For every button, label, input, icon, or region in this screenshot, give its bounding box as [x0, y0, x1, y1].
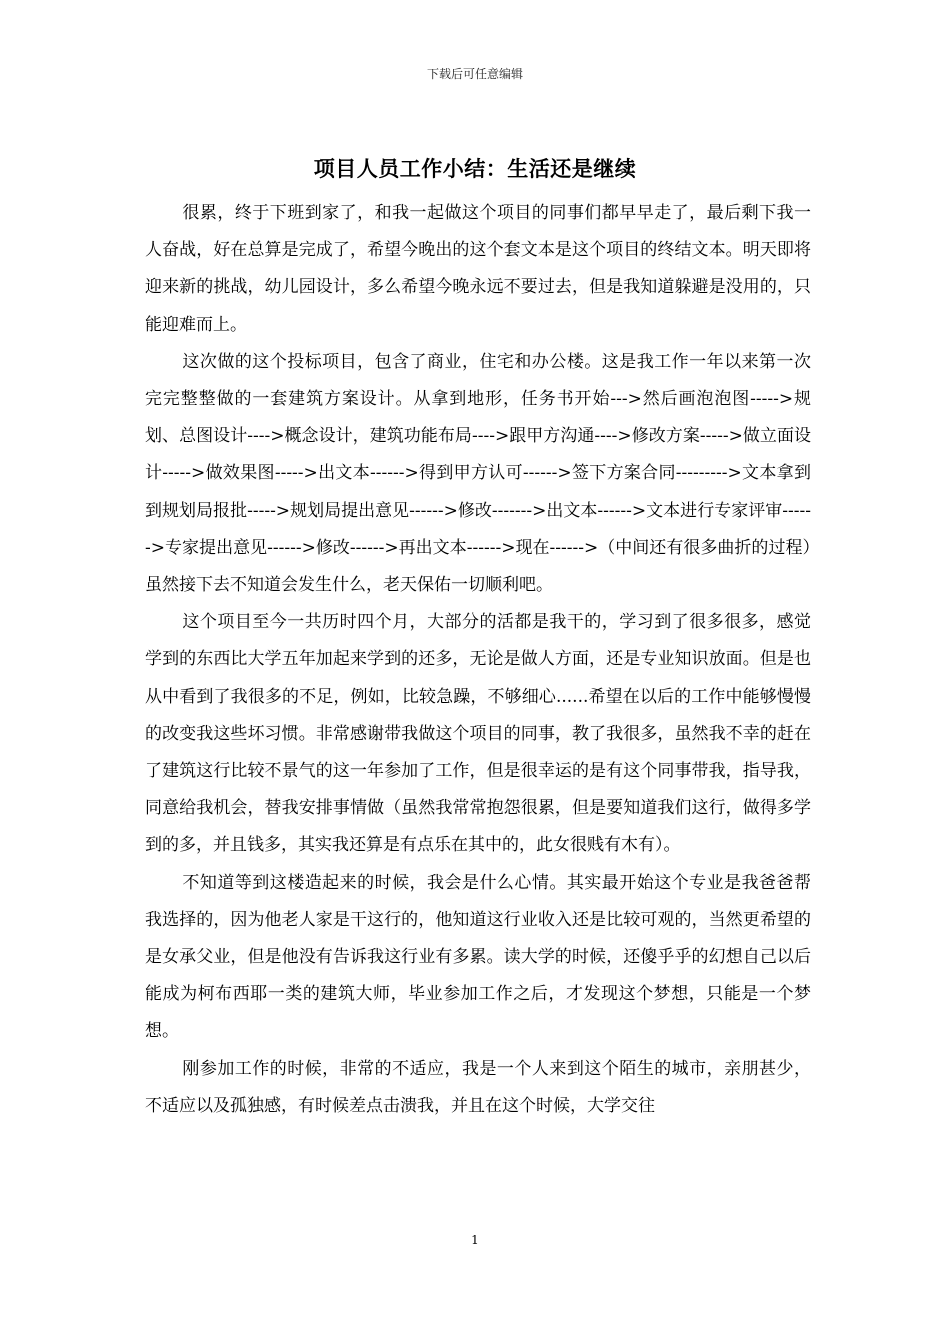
- paragraph-1: 很累，终于下班到家了，和我一起做这个项目的同事们都早早走了，最后剩下我一人奋战，好在总算是完成了，希望今晚出的这个套文本是这个项目的终结文本。明天即将迎来新的挑战，幼儿园设计，多么希望今晚永远不要过去，但是我知道躲避是没用的，只能迎难而上。: [145, 203, 811, 335]
- document-title: 项目人员工作小结：生活还是继续: [313, 156, 637, 181]
- paragraph-5: 刚参加工作的时候，非常的不适应，我是一个人来到这个陌生的城市，亲朋甚少，不适应以及孤独感，有时候差点击溃我，并且在这个时候，大学交往: [145, 1058, 811, 1116]
- document-body: [145, 195, 811, 1125]
- page-header-note: 下载后可任意编辑: [426, 67, 523, 81]
- paragraph-4: 不知道等到这楼造起来的时候，我会是什么心情。其实最开始这个专业是我爸爸帮我选择的，因为他老人家是干这行的，他知道这行业收入还是比较可观的，当然更希望的是女承父业，但是他没有告诉我这行业有多累。读大学的时候，还傻乎乎的幻想自己以后能成为柯布西耶一类的建筑大师，毕业参加工作之后，才发现这个梦想，只能是一个梦想。: [145, 872, 811, 1042]
- paragraph-2: 这次做的这个投标项目，包含了商业，住宅和办公楼。这是我工作一年以来第一次完完整整做的一套建筑方案设计。从拿到地形，任务书开始--->然后画泡泡图----->规划、总图设计---->概念设计，建筑功能布局---->跟甲方沟通---->修改方案----->做立面设计----->做效果图----->出文本------>得到甲方认可------>签下方案合同--------->文本拿到到规划局报批----->规划局提出意见------>修改------->出文本------>文本进行专家评审------>专家提出意见------>修改------>再出文本------>现在------>（中间还有很多曲折的过程）虽然接下去不知道会发生什么，老天保佑一切顺利吧。: [145, 351, 811, 596]
- page-number: 1: [471, 1233, 479, 1247]
- paragraph-3: 这个项目至今一共历时四个月，大部分的活都是我干的，学习到了很多很多，感觉学到的东西比大学五年加起来学到的还多，无论是做人方面，还是专业知识放面。但是也从中看到了我很多的不足，例如，比较急躁，不够细心......希望在以后的工作中能够慢慢的改变我这些坏习惯。非常感谢带我做这个项目的同事，教了我很多，虽然我不幸的赶在了建筑这行比较不景气的这一年参加了工作，但是很幸运的是有这个同事带我，指导我，同意给我机会，替我安排事情做（虽然我常常抱怨很累，但是要知道我们这行，做得多学到的多，并且钱多，其实我还算是有点乐在其中的，此女很贱有木有）。: [145, 612, 811, 856]
